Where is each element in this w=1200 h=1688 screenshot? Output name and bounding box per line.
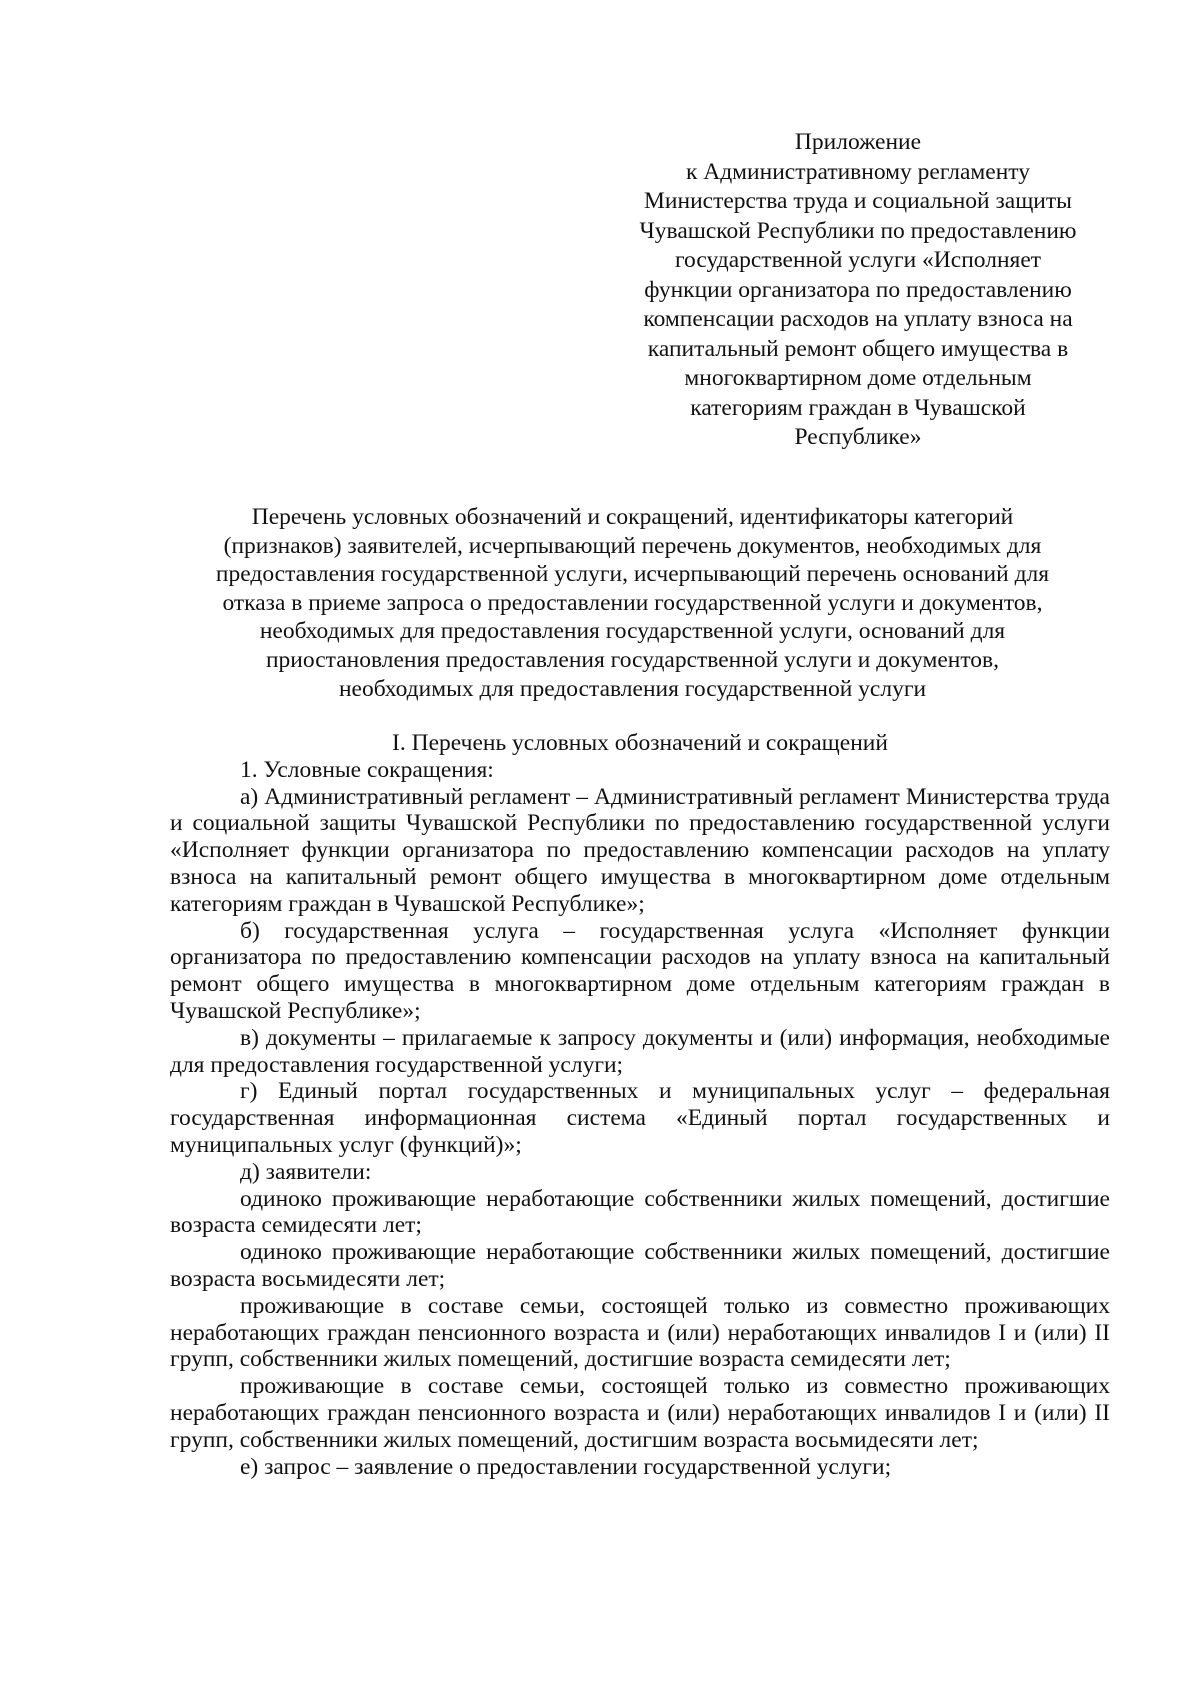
document-title — [165, 503, 1100, 703]
title-line: предоставления государственной услуги, исчерпывающий перечень оснований для — [215, 561, 1050, 588]
section-heading: I. Перечень условных обозначений и сокращений — [392, 730, 888, 756]
applicant-category-2: одиноко проживающие неработающие собственники жилых помещений, достигшие возраста восьмидесяти лет; — [170, 1239, 1110, 1292]
appendix-header — [598, 128, 1118, 453]
title-line: приостановления предоставления государственной услуги и документов, — [265, 646, 1000, 673]
item-a-regulation: а) Административный регламент – Административный регламент Министерства труда и социальной защиты Чувашской Республики по предоставлению государственной услуги «Исполняет функции организатора по предоставлению компенсации расходов на уплату взноса на капитальный ремонт общего имущества в многоквартирном доме отдельным категориям граждан в Чувашской Республике»; — [170, 783, 1110, 917]
appendix-line: Приложение — [794, 129, 922, 155]
appendix-line: Республике» — [794, 424, 922, 450]
title-line: Перечень условных обозначений и сокращений, идентификаторы категорий — [251, 504, 1014, 530]
appendix-line: Министерства труда и социальной защиты — [644, 188, 1072, 214]
item-v-documents: в) документы – прилагаемые к запросу документы и (или) информация, необходимые для предоставления государственной услуги; — [170, 1024, 1110, 1078]
title-line: необходимых для предоставления государственной услуги — [338, 675, 927, 702]
item-g-portal: г) Единый портал государственных и муниципальных услуг – федеральная государственная информационная система «Единый портал государственных и муниципальных услуг (функций)»; — [170, 1078, 1110, 1158]
applicant-category-4: проживающие в составе семьи, состоящей только из совместно проживающих неработающих граждан пенсионного возраста и (или) неработающих инвалидов I и (или) II групп, собственники жилых помещений, достигшим возраста восьмидесяти лет; — [170, 1373, 1110, 1453]
appendix-line: функции организатора по предоставлению — [644, 276, 1072, 303]
title-line: (признаков) заявителей, исчерпывающий перечень документов, необходимых для — [223, 532, 1042, 559]
appendix-line: к Административному регламенту — [685, 158, 1031, 185]
item-e-request: е) запрос – заявление о предоставлении государственной услуги; — [240, 1453, 892, 1480]
applicant-category-3: проживающие в составе семьи, состоящей только из совместно проживающих неработающих граждан пенсионного возраста и (или) неработающих инвалидов I и (или) II групп, собственники жилых помещений, достигшие возраста семидесяти лет; — [170, 1292, 1110, 1373]
appendix-line: Чувашской Республики по предоставлению — [639, 217, 1077, 244]
item-b-service: б) государственная услуга – государственная услуга «Исполняет функции организатора по предоставлению компенсации расходов на уплату взноса на капитальный ремонт общего имущества в многоквартирном доме отдельным категориям граждан в Чувашской Республике»; — [170, 917, 1110, 1024]
document-body — [170, 730, 1110, 1480]
title-line: отказа в приеме запроса о предоставлении государственной услуги и документов, — [222, 589, 1043, 616]
appendix-line: многоквартирном доме отдельным — [684, 365, 1032, 391]
title-line: необходимых для предоставления государственной услуги, оснований для — [259, 618, 1006, 645]
item-1-abbreviations: 1. Условные сокращения: — [240, 756, 494, 783]
appendix-line: категориям граждан в Чувашской — [690, 394, 1026, 421]
appendix-line: государственной услуги «Исполняет — [674, 247, 1042, 273]
applicant-category-1: одиноко проживающие неработающие собственники жилых помещений, достигшие возраста семидесяти лет; — [170, 1185, 1110, 1239]
appendix-line: компенсации расходов на уплату взноса на — [643, 306, 1073, 332]
appendix-line: капитальный ремонт общего имущества в — [647, 335, 1069, 362]
item-d-applicants: д) заявители: — [240, 1158, 372, 1185]
